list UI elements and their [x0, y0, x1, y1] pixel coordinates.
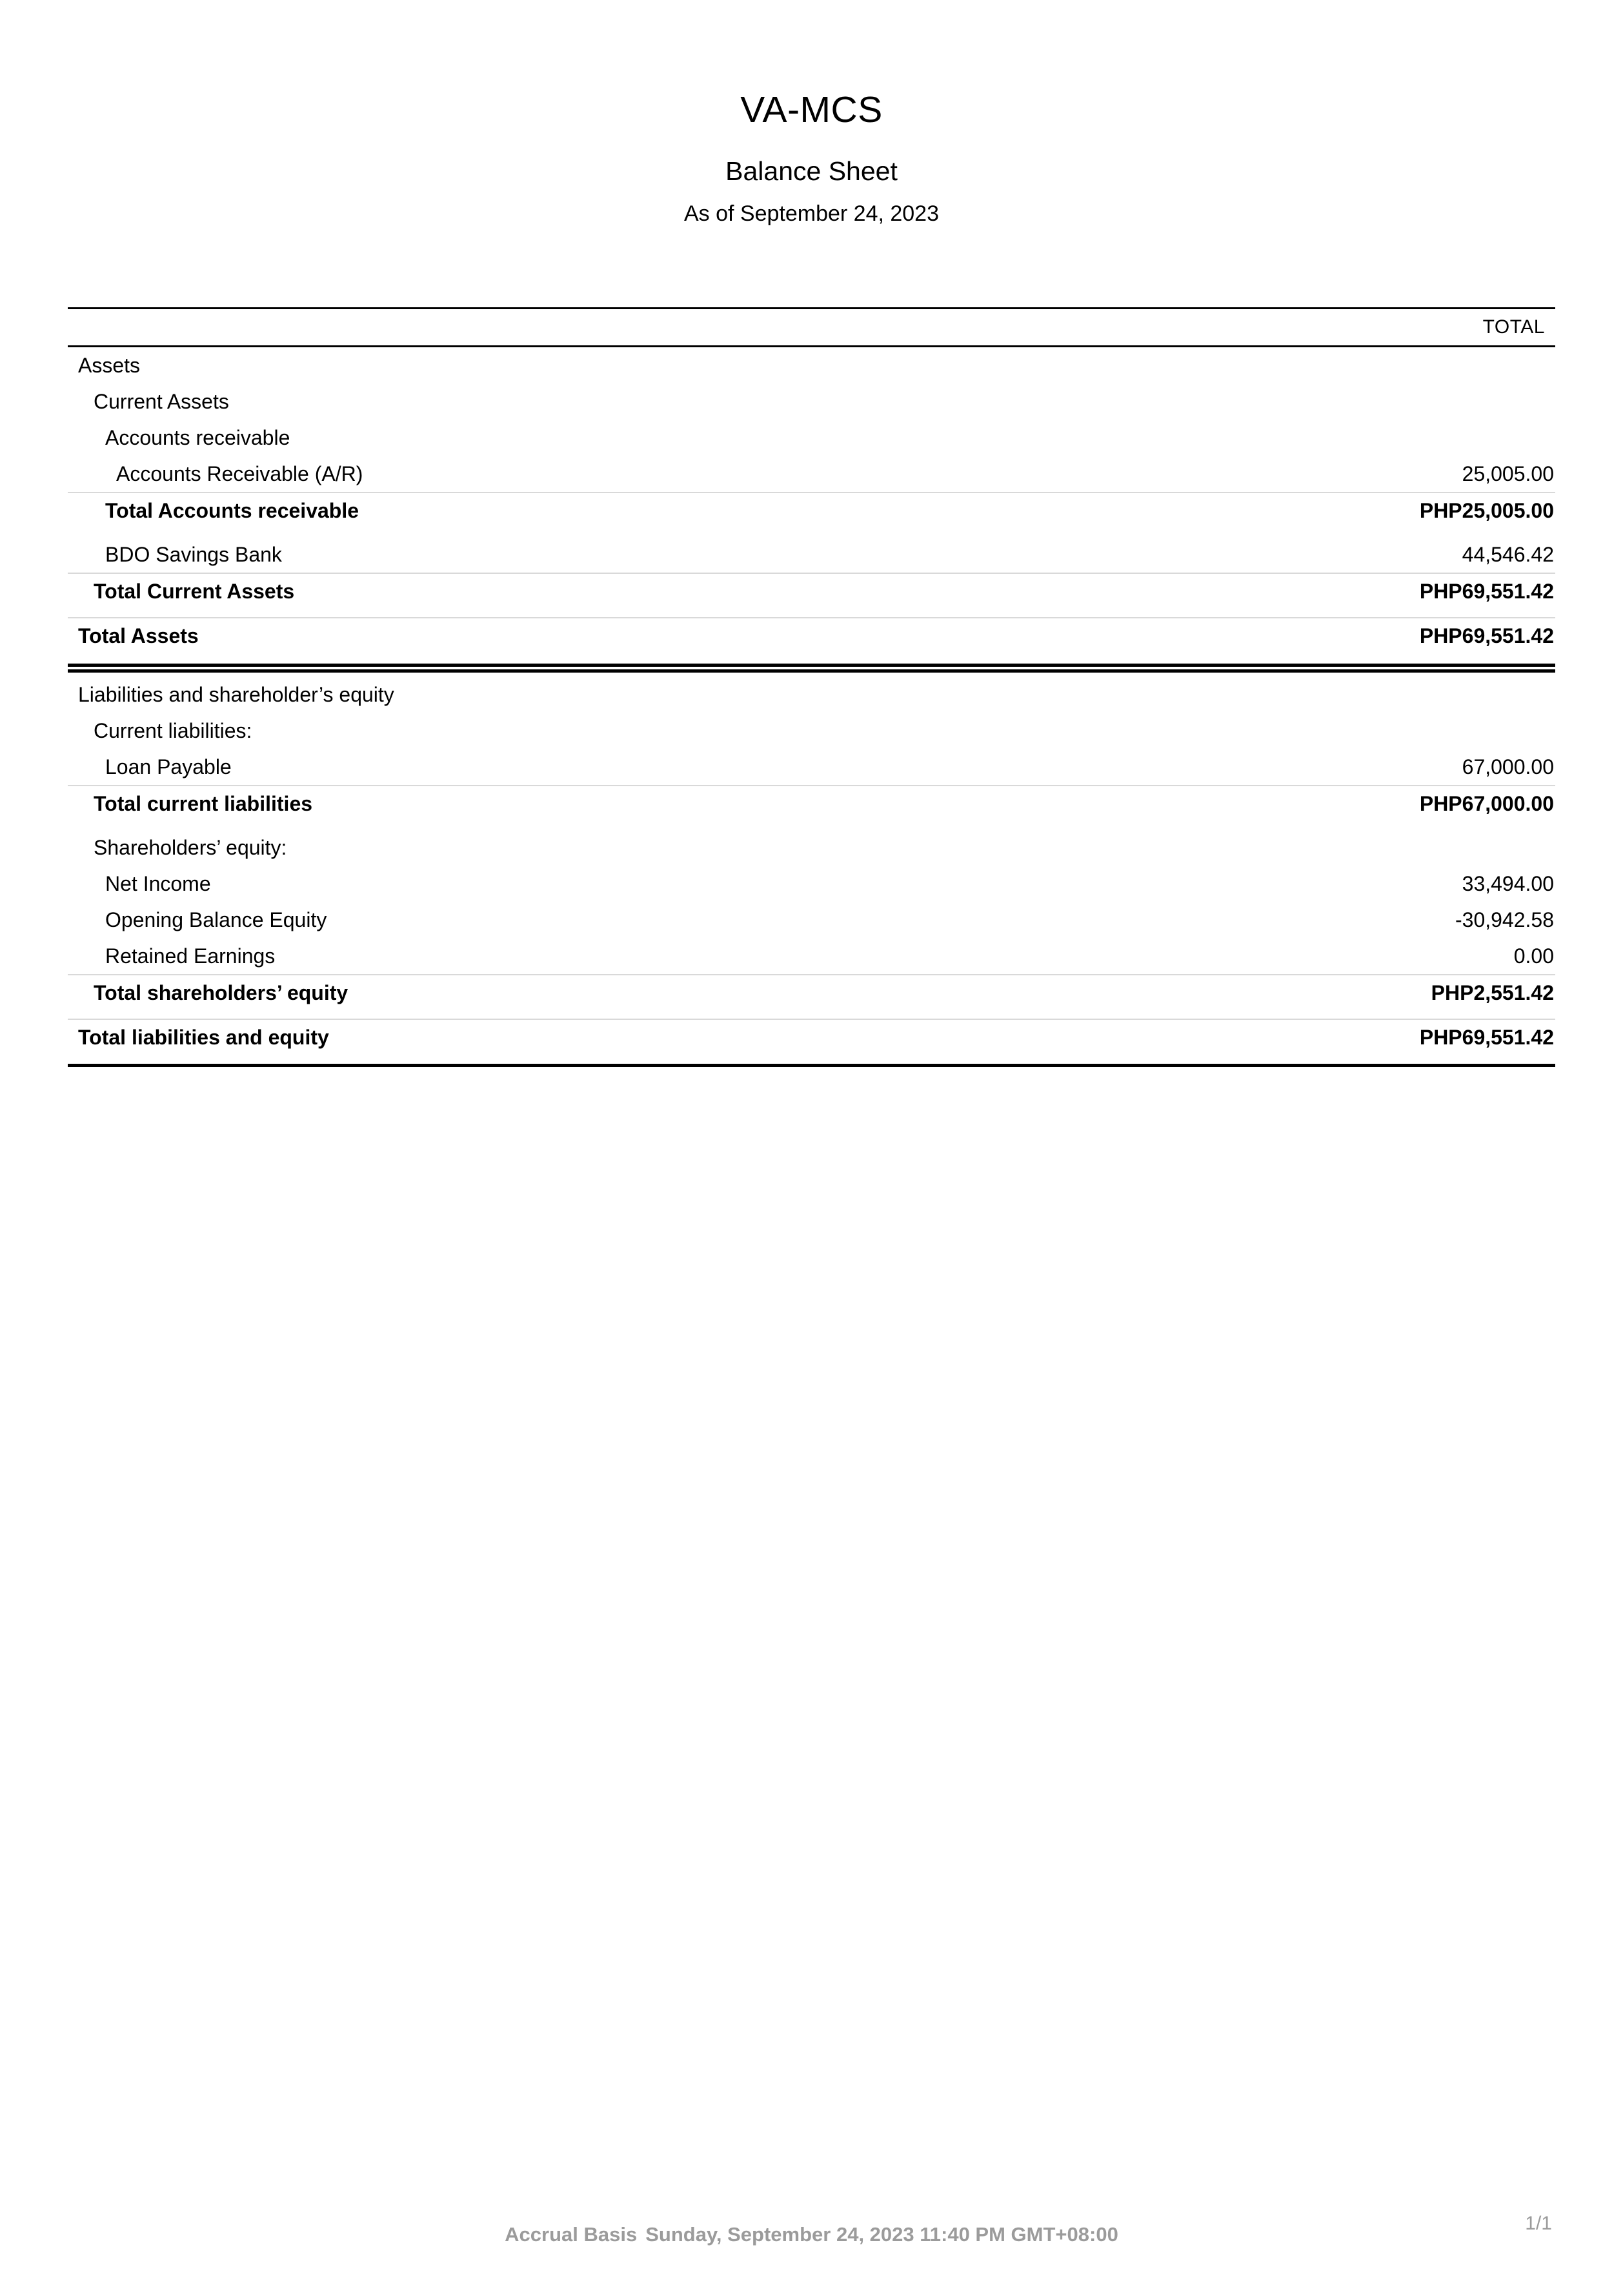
report-date: As of September 24, 2023	[683, 201, 940, 226]
row-label: Loan Payable	[105, 755, 232, 778]
row-value: -30,942.58	[1455, 908, 1554, 931]
table-row	[68, 347, 1555, 383]
row-label: Opening Balance Equity	[105, 908, 327, 931]
table-row	[68, 492, 1555, 528]
table-row	[68, 974, 1555, 1010]
company-name: VA-MCS	[740, 89, 883, 130]
footer-text	[0, 2223, 1623, 2246]
table-row	[68, 573, 1555, 609]
row-label: Current liabilities:	[94, 718, 252, 742]
row-label: Total liabilities and equity	[78, 1025, 329, 1049]
page-number: 1/1	[1525, 2213, 1552, 2234]
row-label: Current Assets	[94, 389, 229, 413]
table-row	[68, 866, 1555, 902]
report-header	[0, 0, 1623, 225]
row-value: 33,494.00	[1462, 871, 1554, 895]
row-value: PHP69,551.42	[1419, 624, 1554, 647]
row-value: PHP69,551.42	[1419, 579, 1554, 603]
table-row	[68, 536, 1555, 573]
row-value: PHP69,551.42	[1419, 1025, 1554, 1049]
row-label: Accounts receivable	[105, 425, 290, 449]
double-rule	[68, 664, 1555, 673]
table-row	[68, 938, 1555, 974]
table-row	[68, 617, 1555, 653]
accounting-basis: Accrual Basis	[505, 2223, 638, 2246]
row-label: Shareholders’ equity:	[94, 835, 287, 859]
row-label: Total Accounts receivable	[105, 498, 359, 522]
report-table	[68, 307, 1555, 1067]
row-label: Retained Earnings	[105, 944, 276, 968]
table-row	[68, 1019, 1555, 1055]
row-label: Total Assets	[78, 624, 199, 647]
report-title: Balance Sheet	[725, 156, 898, 186]
row-value: 67,000.00	[1462, 755, 1554, 778]
row-value: 25,005.00	[1462, 462, 1554, 485]
row-label: Total current liabilities	[94, 791, 313, 815]
row-label: Accounts Receivable (A/R)	[116, 462, 363, 485]
bottom-rule	[68, 1064, 1555, 1067]
table-row	[68, 785, 1555, 821]
table-row	[68, 383, 1555, 420]
row-label: BDO Savings Bank	[105, 542, 282, 566]
row-value: PHP2,551.42	[1431, 980, 1554, 1004]
row-value: 0.00	[1513, 944, 1554, 968]
row-value: PHP67,000.00	[1419, 791, 1554, 815]
generated-timestamp: Sunday, September 24, 2023 11:40 PM GMT+08:00	[645, 2223, 1118, 2246]
table-row	[68, 713, 1555, 749]
table-row	[68, 456, 1555, 492]
table-row	[68, 829, 1555, 866]
row-label: Liabilities and shareholder’s equity	[78, 682, 394, 706]
row-value: 44,546.42	[1462, 542, 1554, 566]
row-value: PHP25,005.00	[1419, 498, 1554, 522]
report-rows	[68, 347, 1555, 1067]
table-header-row	[68, 307, 1555, 347]
total-column-header: TOTAL	[1482, 316, 1545, 338]
table-row	[68, 902, 1555, 938]
table-row	[68, 749, 1555, 785]
table-row	[68, 420, 1555, 456]
row-label: Net Income	[105, 871, 211, 895]
row-label: Assets	[78, 353, 141, 377]
table-row	[68, 676, 1555, 713]
row-label: Total Current Assets	[94, 579, 295, 603]
row-label: Total shareholders’ equity	[94, 980, 348, 1004]
